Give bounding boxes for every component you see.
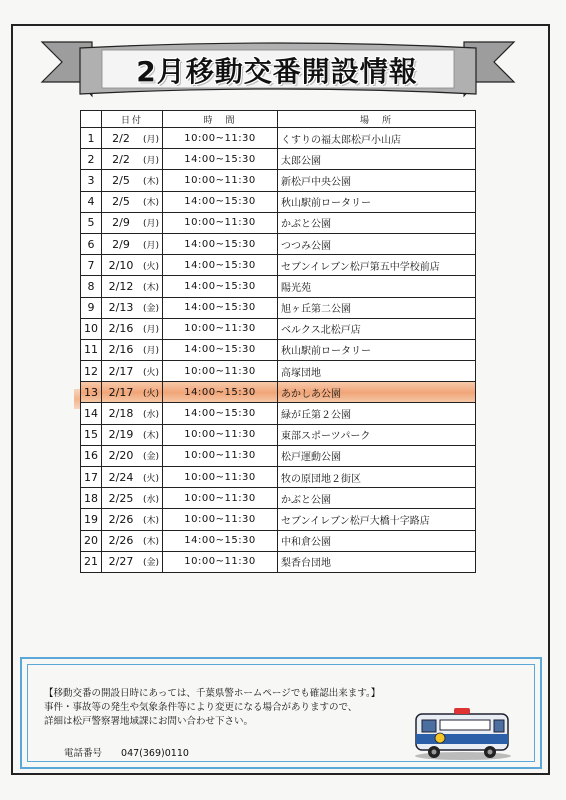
row-weekday: (木) — [140, 170, 163, 191]
row-place: 新松戸中央公園 — [278, 170, 476, 191]
page-title: 2月移動交番開設情報 — [136, 55, 418, 88]
row-place: 秋山駅前ロータリー — [278, 191, 476, 212]
row-date: 2/5 — [102, 191, 141, 212]
row-date: 2/10 — [102, 255, 141, 276]
row-time: 10:00~11:30 — [163, 551, 278, 572]
row-place: あかしあ公園 — [278, 382, 476, 403]
row-place: つつみ公園 — [278, 233, 476, 254]
row-number: 2 — [81, 149, 102, 170]
row-place: ベルクス北松戸店 — [278, 318, 476, 339]
row-weekday: (水) — [140, 488, 163, 509]
row-date: 2/24 — [102, 467, 141, 488]
row-number: 6 — [81, 233, 102, 254]
row-time: 14:00~15:30 — [163, 339, 278, 360]
row-weekday: (木) — [140, 191, 163, 212]
highlight-marker — [74, 389, 80, 409]
row-number: 8 — [81, 276, 102, 297]
row-weekday: (水) — [140, 403, 163, 424]
row-time: 10:00~11:30 — [163, 445, 278, 466]
row-place: 太郎公園 — [278, 149, 476, 170]
table-header-row — [81, 111, 476, 128]
table-row — [81, 128, 476, 149]
row-weekday: (木) — [140, 276, 163, 297]
row-place: 牧の原団地２街区 — [278, 467, 476, 488]
table-row — [81, 233, 476, 254]
row-time: 14:00~15:30 — [163, 382, 278, 403]
row-place: くすりの福太郎松戸小山店 — [278, 128, 476, 149]
row-place: 秋山駅前ロータリー — [278, 339, 476, 360]
table-row — [81, 382, 476, 403]
table-body — [81, 128, 476, 573]
row-weekday: (火) — [140, 382, 163, 403]
row-weekday: (金) — [140, 551, 163, 572]
row-number: 16 — [81, 445, 102, 466]
table-row — [81, 170, 476, 191]
row-number: 17 — [81, 467, 102, 488]
phone-label: 電話番号 — [64, 748, 103, 759]
row-weekday: (木) — [140, 509, 163, 530]
table-row — [81, 276, 476, 297]
notice-line-2: 事件・事故等の発生や気象条件等により変更になる場合がありますので、 — [44, 702, 358, 713]
table-row — [81, 488, 476, 509]
row-date: 2/26 — [102, 530, 141, 551]
row-weekday: (木) — [140, 530, 163, 551]
header-place: 場 所 — [278, 111, 476, 128]
row-time: 14:00~15:30 — [163, 149, 278, 170]
row-time: 10:00~11:30 — [163, 128, 278, 149]
row-place: かぶと公園 — [278, 488, 476, 509]
row-place: かぶと公園 — [278, 212, 476, 233]
table-row — [81, 339, 476, 360]
row-weekday: (月) — [140, 318, 163, 339]
row-time: 14:00~15:30 — [163, 255, 278, 276]
row-date: 2/27 — [102, 551, 141, 572]
table-row — [81, 318, 476, 339]
row-date: 2/20 — [102, 445, 141, 466]
row-place: 旭ヶ丘第二公園 — [278, 297, 476, 318]
table-row — [81, 403, 476, 424]
row-weekday: (金) — [140, 445, 163, 466]
row-number: 7 — [81, 255, 102, 276]
row-number: 11 — [81, 339, 102, 360]
row-time: 10:00~11:30 — [163, 318, 278, 339]
row-time: 10:00~11:30 — [163, 424, 278, 445]
row-weekday: (月) — [140, 128, 163, 149]
notice-line-1: 【移動交番の開設日時にあっては、千葉県警ホームページでも確認出来ます。】 — [44, 688, 381, 699]
row-date: 2/17 — [102, 382, 141, 403]
row-weekday: (木) — [140, 424, 163, 445]
row-place: 梨香台団地 — [278, 551, 476, 572]
row-weekday: (月) — [140, 149, 163, 170]
row-time: 14:00~15:30 — [163, 297, 278, 318]
row-weekday: (火) — [140, 467, 163, 488]
row-number: 4 — [81, 191, 102, 212]
row-number: 13 — [81, 382, 102, 403]
table-row — [81, 467, 476, 488]
row-weekday: (金) — [140, 297, 163, 318]
row-date: 2/12 — [102, 276, 141, 297]
row-number: 19 — [81, 509, 102, 530]
row-number: 14 — [81, 403, 102, 424]
row-place: 陽光苑 — [278, 276, 476, 297]
row-number: 3 — [81, 170, 102, 191]
row-date: 2/5 — [102, 170, 141, 191]
row-number: 15 — [81, 424, 102, 445]
row-weekday: (火) — [140, 361, 163, 382]
table-row — [81, 551, 476, 572]
row-date: 2/16 — [102, 318, 141, 339]
row-time: 10:00~11:30 — [163, 488, 278, 509]
row-time: 14:00~15:30 — [163, 403, 278, 424]
row-number: 20 — [81, 530, 102, 551]
table-row — [81, 424, 476, 445]
row-time: 14:00~15:30 — [163, 191, 278, 212]
header-time: 時 間 — [163, 111, 278, 128]
table-row — [81, 530, 476, 551]
row-place: 東部スポーツパーク — [278, 424, 476, 445]
row-weekday: (月) — [140, 233, 163, 254]
table-row — [81, 445, 476, 466]
table-row — [81, 255, 476, 276]
row-time: 10:00~11:30 — [163, 509, 278, 530]
row-number: 12 — [81, 361, 102, 382]
row-date: 2/18 — [102, 403, 141, 424]
row-time: 10:00~11:30 — [163, 170, 278, 191]
row-date: 2/13 — [102, 297, 141, 318]
police-van-icon — [410, 700, 516, 762]
row-number: 5 — [81, 212, 102, 233]
table-row — [81, 191, 476, 212]
row-date: 2/2 — [102, 128, 141, 149]
row-place: 中和倉公園 — [278, 530, 476, 551]
row-time: 14:00~15:30 — [163, 233, 278, 254]
table-row — [81, 361, 476, 382]
phone-info — [64, 745, 189, 759]
row-date: 2/16 — [102, 339, 141, 360]
header-date: 日付 — [102, 111, 163, 128]
row-time: 14:00~15:30 — [163, 276, 278, 297]
row-number: 1 — [81, 128, 102, 149]
row-time: 10:00~11:30 — [163, 467, 278, 488]
row-number: 18 — [81, 488, 102, 509]
row-place: 松戸運動公園 — [278, 445, 476, 466]
notice-line-3: 詳細は松戸警察署地域課にお問い合わせ下さい。 — [44, 716, 254, 727]
row-date: 2/2 — [102, 149, 141, 170]
row-date: 2/26 — [102, 509, 141, 530]
row-place: セブンイレブン松戸大橋十字路店 — [278, 509, 476, 530]
row-weekday: (月) — [140, 212, 163, 233]
row-number: 10 — [81, 318, 102, 339]
table-row — [81, 297, 476, 318]
row-time: 14:00~15:30 — [163, 530, 278, 551]
phone-number: 047(369)0110 — [121, 748, 189, 759]
row-time: 10:00~11:30 — [163, 212, 278, 233]
table-row — [81, 509, 476, 530]
row-date: 2/9 — [102, 212, 141, 233]
row-date: 2/25 — [102, 488, 141, 509]
table-row — [81, 212, 476, 233]
row-number: 21 — [81, 551, 102, 572]
row-place: 高塚団地 — [278, 361, 476, 382]
row-place: 緑が丘第２公園 — [278, 403, 476, 424]
schedule-table — [80, 110, 476, 573]
row-place: セブンイレブン松戸第五中学校前店 — [278, 255, 476, 276]
row-weekday: (月) — [140, 339, 163, 360]
header-no — [81, 111, 102, 128]
row-date: 2/19 — [102, 424, 141, 445]
row-date: 2/17 — [102, 361, 141, 382]
row-date: 2/9 — [102, 233, 141, 254]
row-weekday: (火) — [140, 255, 163, 276]
row-number: 9 — [81, 297, 102, 318]
notice-text — [44, 687, 380, 729]
table-row — [81, 149, 476, 170]
row-time: 10:00~11:30 — [163, 361, 278, 382]
